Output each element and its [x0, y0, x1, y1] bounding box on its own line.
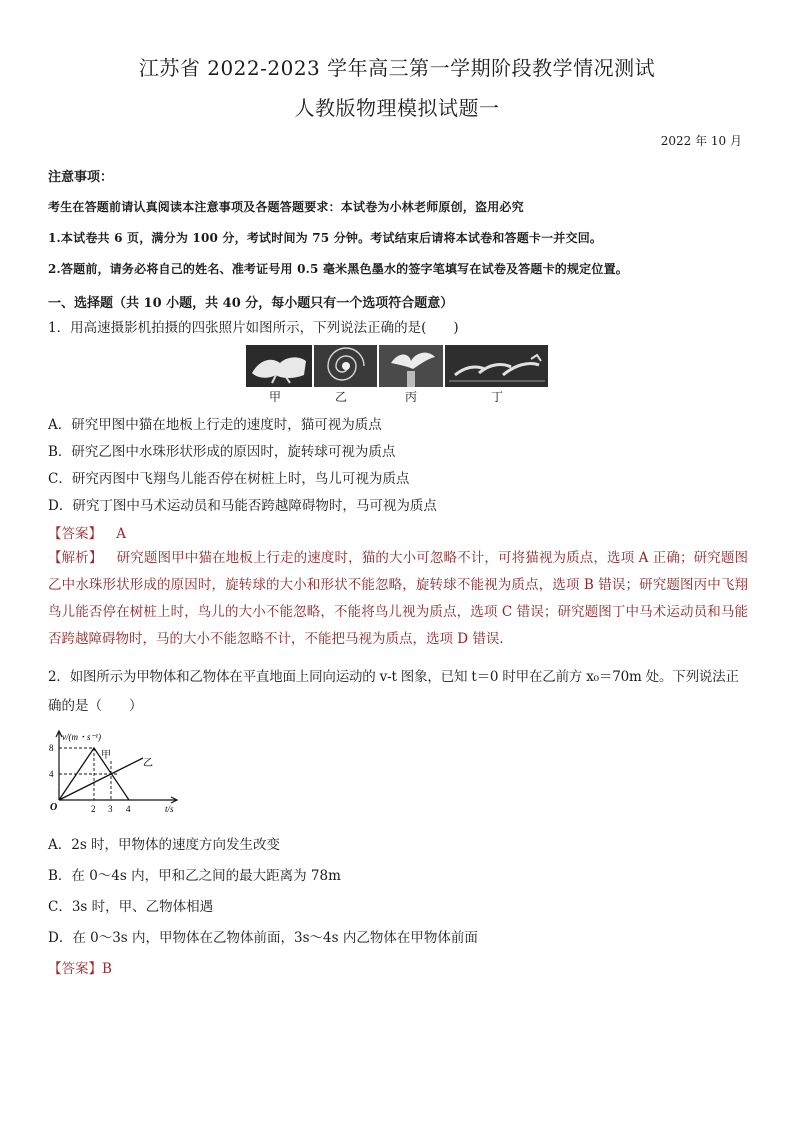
section-heading: 一、选择题（共 10 小题，共 40 分，每小题只有一个选项符合题意）	[48, 296, 454, 311]
photo-spinning-ball	[314, 345, 378, 387]
question-2-option-d: D．在 0～3s 内，甲物体在乙物体前面，3s～4s 内乙物体在甲物体前面	[48, 930, 478, 946]
answer-label: 【答案】	[48, 526, 102, 542]
x-tick-4: 4	[126, 804, 131, 814]
x-tick-3: 3	[108, 804, 113, 814]
question-2-answer	[48, 957, 112, 977]
question-2-stem-line-1: 2．如图所示为甲物体和乙物体在平直地面上同向运动的 v-t 图象，已知 t＝0 时甲在乙前方 x₀＝70m 处。下列说法正	[48, 669, 739, 685]
question-1-option-d: D．研究丁图中马术运动员和马能否跨越障碍物时，马可视为质点	[48, 498, 437, 514]
exam-date: 2022 年 10 月	[660, 134, 742, 148]
question-1-analysis	[48, 545, 748, 653]
label-jia: 甲	[101, 750, 111, 761]
question-1-stem: 1．用高速摄影机拍摄的四张照片如图所示，下列说法正确的是( )	[48, 320, 459, 336]
y-tick-4: 4	[49, 769, 54, 779]
photo-caption-jia: 甲	[269, 390, 282, 404]
label-yi: 乙	[143, 758, 153, 769]
exam-subtitle: 人教版物理模拟试题一	[294, 96, 500, 120]
exam-title: 江苏省 2022-2023 学年高三第一学期阶段教学情况测试	[138, 56, 656, 80]
question-1-option-c: C．研究丙图中飞翔鸟儿能否停在树桩上时，鸟儿可视为质点	[48, 471, 410, 487]
photo-horse	[445, 345, 548, 387]
question-2-option-a: A．2s 时，甲物体的速度方向发生改变	[48, 837, 281, 853]
question-2-option-c: C．3s 时，甲、乙物体相遇	[48, 899, 214, 915]
analysis-label: 【解析】	[48, 550, 103, 566]
notes-heading: 注意事项：	[48, 170, 114, 185]
line-yi	[59, 758, 143, 800]
photo-caption-ding: 丁	[491, 390, 504, 404]
photo-caption-bing: 丙	[405, 390, 418, 404]
vt-graph	[45, 728, 205, 816]
question-1-answer	[48, 522, 126, 542]
photo-cat	[246, 345, 312, 387]
x-tick-2: 2	[91, 804, 96, 814]
question-2-stem-line-2: 确的是（ ）	[48, 698, 143, 714]
question-1-option-a: A．研究甲图中猫在地板上行走的速度时，猫可视为质点	[48, 417, 382, 433]
answer-value: B	[102, 961, 112, 977]
notes-line-1: 考生在答题前请认真阅读本注意事项及各题答题要求：本试卷为小林老师原创，盗用必究	[48, 200, 524, 214]
question-1-photos	[246, 345, 548, 387]
analysis-text: 研究题图甲中猫在地板上行走的速度时，猫的大小可忽略不计，可将猫视为质点，选项 A 正确；研究题图乙中水珠形状形成的原因时，旋转球的大小和形状不能忽略，旋转球不能视为质点，选项 B 错误；研究题图丙中飞翔鸟儿能否停在树桩上时，鸟儿的大小不能忽略，不能将鸟儿视为质点，选项 C 错误；研究题图丁中马术运动员和马能否跨越障碍物时，马的大小不能忽略不计，不能把马视为质点，选项 D 错误．	[48, 550, 748, 647]
notes-line-2: 1.本试卷共 6 页，满分为 100 分，考试时间为 75 分钟。考试结束后请将本试卷和答题卡一并交回。	[48, 231, 603, 245]
x-axis-label: t/s	[165, 804, 174, 814]
answer-value: A	[116, 526, 127, 542]
photo-bird	[379, 345, 443, 387]
photo-caption-yi: 乙	[335, 390, 348, 404]
question-2-option-b: B．在 0～4s 内，甲和乙之间的最大距离为 78m	[48, 868, 341, 884]
origin-label: O	[50, 802, 58, 813]
question-1-option-b: B．研究乙图中水珠形状形成的原因时，旋转球可视为质点	[48, 444, 396, 460]
notes-line-3: 2.答题前，请务必将自己的姓名、准考证号用 0.5 毫米黑色墨水的签字笔填写在试卷及答题卡的规定位置。	[48, 262, 628, 276]
answer-label: 【答案】	[48, 961, 102, 977]
y-tick-8: 8	[49, 743, 54, 753]
y-axis-label: v/(m・s⁻¹)	[62, 732, 101, 742]
